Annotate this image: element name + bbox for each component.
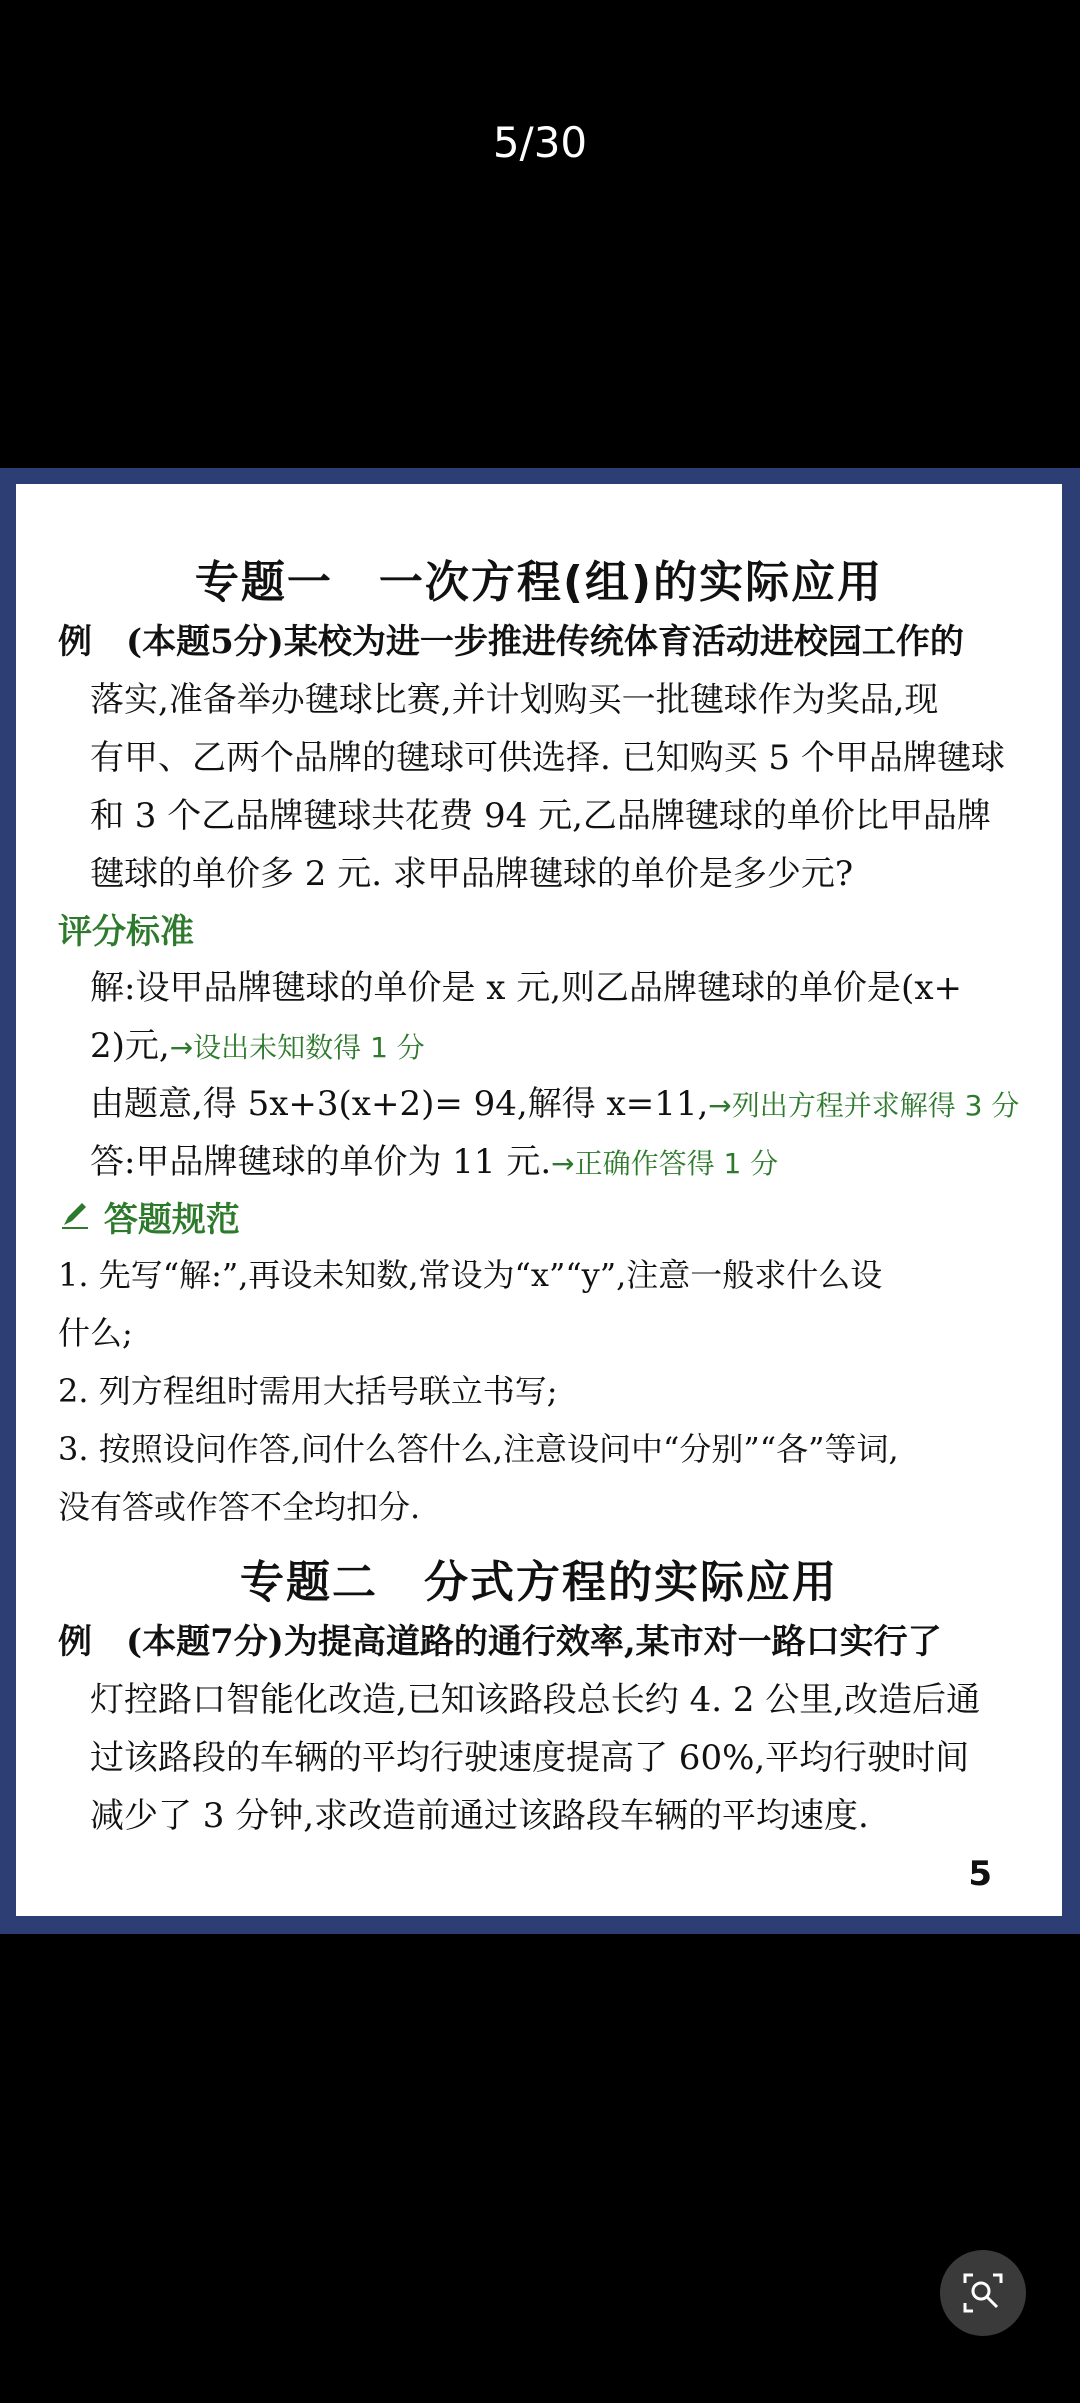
topic2-title: 专题二 分式方程的实际应用 [240, 1557, 838, 1608]
document-page[interactable] [16, 484, 1062, 1916]
norms-line-5: 没有答或作答不全均扣分. [58, 1488, 421, 1526]
topic1-title: 专题一 一次方程(组)的实际应用 [194, 557, 884, 608]
image-search-button[interactable] [940, 2250, 1026, 2336]
solution-line-2-text: 2)元, [90, 1026, 170, 1066]
scoring-header: 评分标准 [58, 912, 194, 952]
topic1-example-line-4: 和 3 个乙品牌毽球共花费 94 元,乙品牌毽球的单价比甲品牌 [90, 796, 991, 836]
norms-header: 答题规范 [103, 1200, 240, 1240]
solution-line-1: 解:设甲品牌毽球的单价是 x 元,则乙品牌毽球的单价是(x+ [90, 968, 962, 1008]
norms-line-2: 什么; [58, 1314, 133, 1352]
solution-line-2 [90, 1018, 425, 1067]
page-counter: 5/30 [492, 118, 588, 167]
document-frame [0, 468, 1080, 1934]
topic2-example-line-3: 过该路段的车辆的平均行驶速度提高了 60%,平均行驶时间 [90, 1738, 970, 1778]
norms-line-1: 1. 先写“解:”,再设未知数,常设为“x”“y”,注意一般求什么设 [58, 1256, 883, 1294]
page-number: 5 [968, 1854, 992, 1894]
norms-line-4: 3. 按照设问作答,问什么答什么,注意设问中“分别”“各”等词, [58, 1430, 899, 1468]
pencil-icon [58, 1200, 104, 1240]
score-note-3: →正确作答得 1 分 [551, 1147, 779, 1180]
image-search-icon [961, 2271, 1005, 2315]
topic1-example-line-1: 例 (本题5分)某校为进一步推进传统体育活动进校园工作的 [58, 622, 964, 662]
topic1-example-line-2: 落实,准备举办毽球比赛,并计划购买一批毽球作为奖品,现 [90, 680, 939, 720]
topic1-example-line-3: 有甲、乙两个品牌的毽球可供选择. 已知购买 5 个甲品牌毽球 [90, 738, 1005, 778]
topic2-example-line-4: 减少了 3 分钟,求改造前通过该路段车辆的平均速度. [90, 1796, 869, 1836]
norms-header-row [58, 1192, 240, 1241]
topic1-example-line-5: 毽球的单价多 2 元. 求甲品牌毽球的单价是多少元? [90, 854, 854, 894]
solution-line-3 [90, 1076, 1019, 1125]
topic2-example-line-2: 灯控路口智能化改造,已知该路段总长约 4. 2 公里,改造后通 [90, 1680, 981, 1720]
solution-line-4 [90, 1134, 778, 1183]
score-note-2: →列出方程并求解得 3 分 [708, 1089, 1020, 1122]
solution-line-3-text: 由题意,得 5x+3(x+2)= 94,解得 x=11, [90, 1084, 709, 1124]
solution-line-4-text: 答:甲品牌毽球的单价为 11 元. [90, 1142, 552, 1182]
norms-line-3: 2. 列方程组时需用大括号联立书写; [58, 1372, 558, 1410]
topic2-example-line-1: 例 (本题7分)为提高道路的通行效率,某市对一路口实行了 [58, 1622, 942, 1662]
score-note-1: →设出未知数得 1 分 [169, 1031, 425, 1064]
